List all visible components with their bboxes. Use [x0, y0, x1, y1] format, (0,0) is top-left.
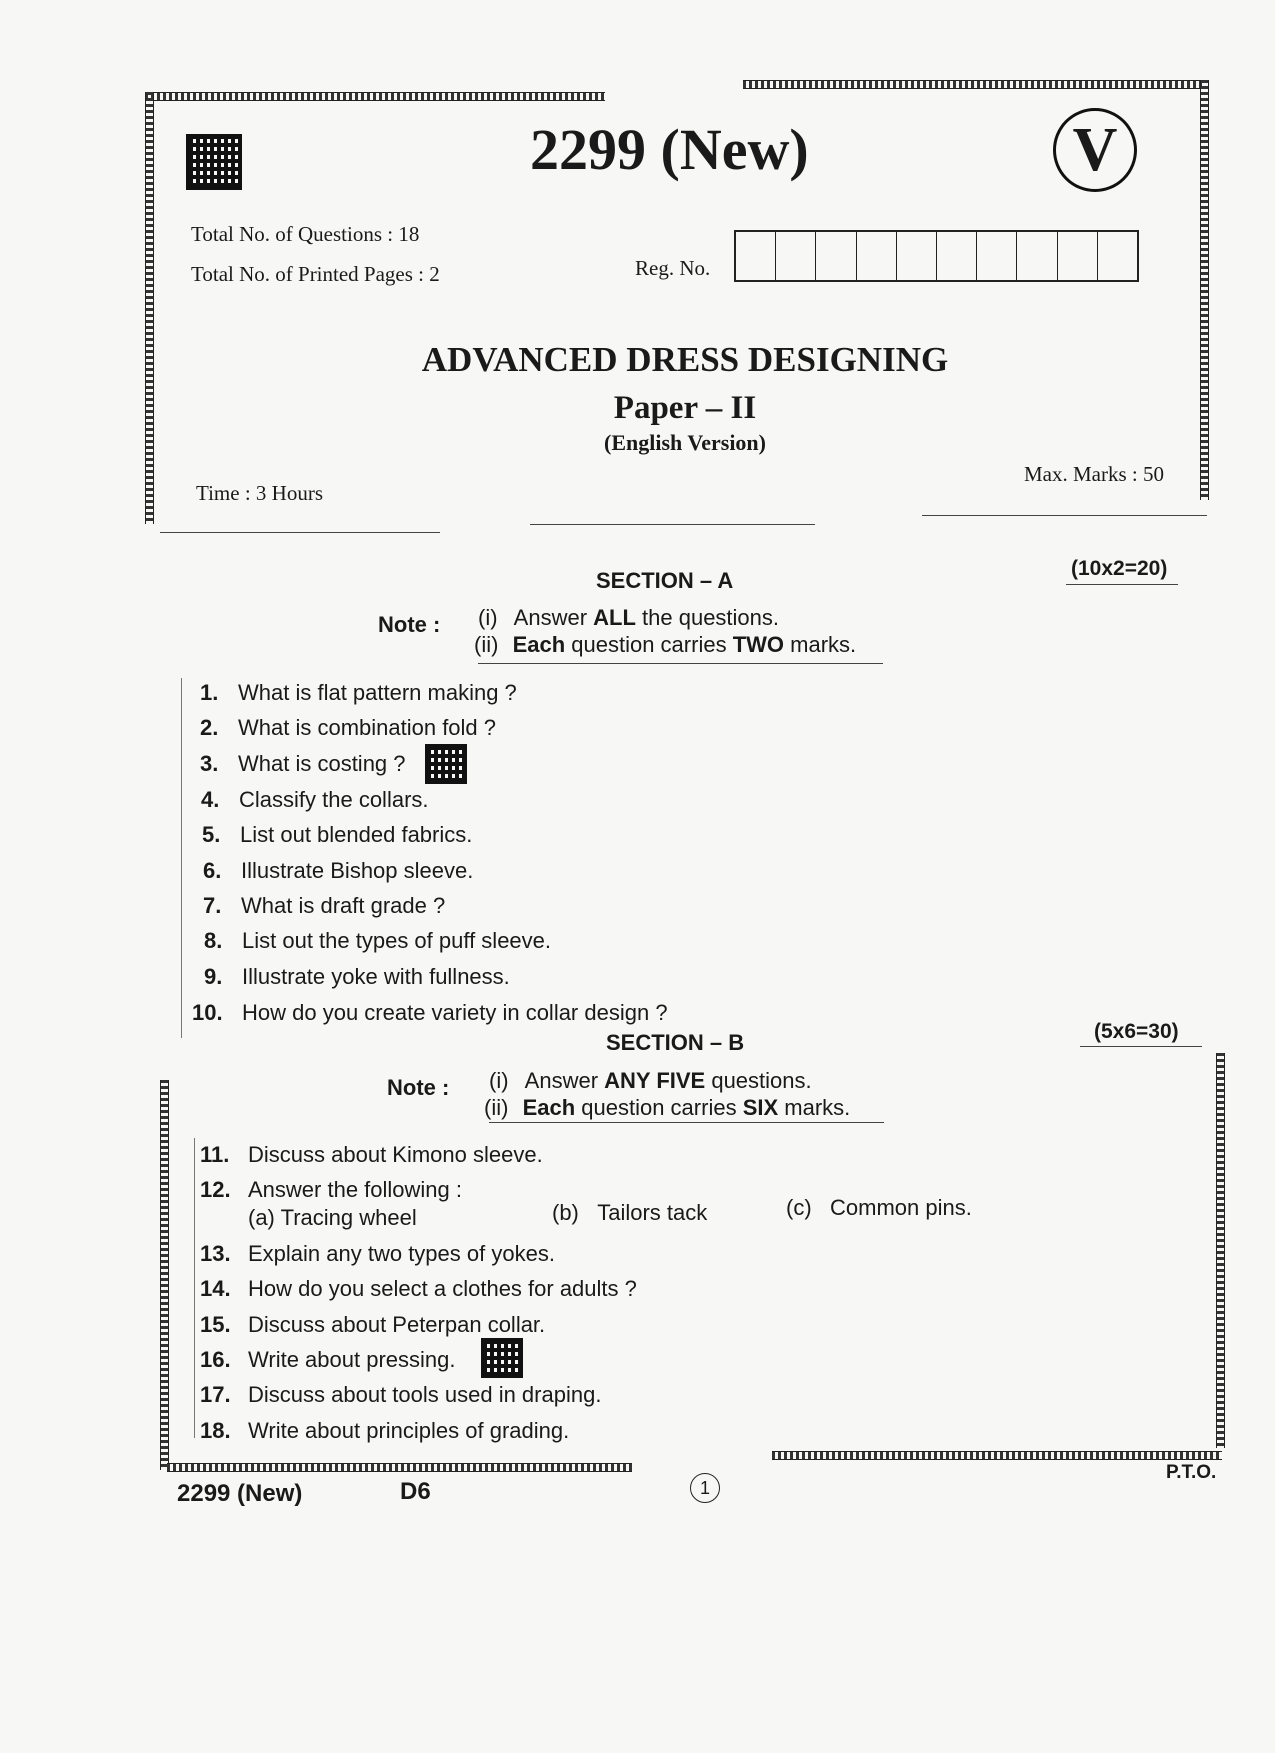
- frame-border-top-right: [743, 80, 1203, 89]
- question-text: List out the types of puff sleeve.: [242, 928, 552, 953]
- paper-number: Paper – II: [613, 390, 757, 426]
- pto-label: P.T.O.: [1166, 1462, 1217, 1483]
- question-text: Classify the collars.: [239, 787, 429, 812]
- question-item: [204, 928, 551, 954]
- qr-code-icon: [425, 744, 467, 784]
- q12-part-c: [786, 1195, 972, 1221]
- part-label: (a): [248, 1205, 275, 1230]
- reg-digit-box[interactable]: [776, 232, 816, 280]
- question-item: [201, 787, 429, 813]
- reg-no-label: Reg. No.: [635, 256, 711, 280]
- section-b-note-underline: [489, 1122, 884, 1123]
- note-num: (i): [489, 1068, 509, 1093]
- reg-no-boxes[interactable]: [734, 230, 1139, 282]
- section-a-title: SECTION – A: [596, 568, 734, 593]
- question-text: What is costing ?: [238, 751, 406, 776]
- question-item: [192, 1000, 668, 1026]
- frame-border-bottom-mid: [530, 524, 815, 525]
- question-number: 2.: [200, 715, 219, 740]
- question-number: 17.: [200, 1382, 231, 1407]
- section-a-marks-underline: [1066, 584, 1178, 585]
- question-number: 3.: [200, 751, 219, 776]
- question-number: 9.: [204, 964, 223, 989]
- question-text: Illustrate Bishop sleeve.: [241, 858, 474, 883]
- question-text: List out blended fabrics.: [240, 822, 473, 847]
- frame-border-bottom-left: [160, 532, 440, 533]
- question-number: 14.: [200, 1276, 231, 1301]
- note-bold: ANY FIVE: [604, 1068, 706, 1093]
- question-number: 10.: [192, 1000, 223, 1025]
- note-text: the questions.: [635, 605, 780, 630]
- reg-digit-box[interactable]: [937, 232, 977, 280]
- page-number-text: 1: [699, 1477, 710, 1498]
- question-item: [200, 1312, 545, 1338]
- barcode-qr-icon: [186, 134, 242, 190]
- note-bold: SIX: [742, 1095, 779, 1120]
- frame-border-top-left: [145, 92, 605, 101]
- note-bold: Each: [522, 1095, 576, 1120]
- section-a-margin-line: [181, 678, 182, 1038]
- question-number: 16.: [200, 1347, 231, 1372]
- section-b-marks: (5x6=30): [1094, 1020, 1179, 1043]
- part-text: Tracing wheel: [280, 1205, 417, 1230]
- frame-border-bottom-right: [922, 515, 1207, 516]
- question-text: Answer the following :: [248, 1177, 462, 1202]
- total-pages: Total No. of Printed Pages : 2: [191, 262, 440, 286]
- note-bold: TWO: [732, 632, 785, 657]
- exam-time: Time : 3 Hours: [196, 481, 323, 505]
- question-item: [200, 680, 517, 706]
- footer-set-code: D6: [400, 1478, 431, 1505]
- note-text: question carries: [565, 632, 733, 657]
- question-item: [200, 1276, 637, 1302]
- question-item: [200, 1347, 455, 1373]
- reg-digit-box[interactable]: [857, 232, 897, 280]
- question-text: How do you create variety in collar design ?: [242, 1000, 668, 1025]
- question-number: 4.: [201, 787, 220, 812]
- question-text: Write about principles of grading.: [248, 1418, 570, 1443]
- question-number: 15.: [200, 1312, 231, 1337]
- note-text: Answer: [513, 605, 594, 630]
- question-item: [203, 893, 445, 919]
- question-number: 13.: [200, 1241, 231, 1266]
- section-b-border-left: [160, 1080, 169, 1470]
- question-item: [200, 751, 406, 777]
- reg-digit-box[interactable]: [977, 232, 1017, 280]
- question-text: How do you select a clothes for adults ?: [248, 1276, 637, 1301]
- total-questions: Total No. of Questions : 18: [191, 222, 420, 246]
- section-b-marks-underline: [1080, 1046, 1202, 1047]
- note-num: (i): [478, 605, 498, 630]
- paper-code-title: 2299 (New): [530, 117, 809, 182]
- section-b-note-label: Note :: [387, 1075, 450, 1100]
- section-a-note-label: Note :: [378, 612, 441, 637]
- question-number: 12.: [200, 1177, 231, 1202]
- footer-paper-code: 2299 (New): [177, 1480, 303, 1507]
- frame-border-left: [145, 92, 154, 524]
- question-text: Discuss about tools used in draping.: [248, 1382, 602, 1407]
- question-text: Explain any two types of yokes.: [248, 1241, 555, 1266]
- page-number: [690, 1473, 720, 1503]
- note-text: marks.: [778, 1095, 851, 1120]
- question-number: 11.: [200, 1142, 230, 1167]
- reg-digit-box[interactable]: [897, 232, 937, 280]
- question-number: 7.: [203, 893, 222, 918]
- question-text: Discuss about Peterpan collar.: [248, 1312, 546, 1337]
- question-text: Discuss about Kimono sleeve.: [248, 1142, 543, 1167]
- question-item: [200, 1418, 569, 1444]
- note-text: Answer: [524, 1068, 605, 1093]
- question-item: [202, 822, 472, 848]
- version-badge-letter: V: [1072, 115, 1118, 184]
- note-text: question carries: [575, 1095, 743, 1120]
- language-version: (English Version): [604, 430, 766, 455]
- reg-digit-box[interactable]: [1058, 232, 1098, 280]
- question-item: [200, 1142, 543, 1168]
- section-b-margin-line: [194, 1138, 195, 1438]
- question-number: 6.: [203, 858, 222, 883]
- question-item: [200, 1382, 601, 1408]
- section-b-border-right: [1216, 1053, 1225, 1448]
- q12-part-a: [248, 1205, 417, 1231]
- note-num: (ii): [474, 632, 499, 657]
- note-text: marks.: [784, 632, 857, 657]
- qr-code-icon: [481, 1338, 523, 1378]
- section-b-note-2: [484, 1095, 850, 1121]
- section-b-border-bottom-right: [772, 1451, 1222, 1460]
- question-text: Illustrate yoke with fullness.: [242, 964, 510, 989]
- question-number: 5.: [202, 822, 221, 847]
- question-number: 8.: [204, 928, 223, 953]
- part-label: (b): [552, 1200, 579, 1225]
- note-bold: Each: [512, 632, 566, 657]
- note-text: questions.: [705, 1068, 812, 1093]
- reg-digit-box[interactable]: [816, 232, 856, 280]
- q12-part-b: [552, 1200, 707, 1226]
- section-a-note-1: [478, 605, 779, 631]
- section-a-note-2: [474, 632, 856, 658]
- question-item: [200, 1241, 555, 1267]
- question-text: Write about pressing.: [248, 1347, 456, 1372]
- part-text: Tailors tack: [597, 1200, 708, 1225]
- question-text: What is flat pattern making ?: [238, 680, 517, 705]
- question-number: 18.: [200, 1418, 231, 1443]
- question-text: What is combination fold ?: [238, 715, 497, 740]
- section-a-note-underline: [478, 663, 883, 664]
- reg-digit-box[interactable]: [1017, 232, 1057, 280]
- part-text: Common pins.: [830, 1195, 972, 1220]
- version-badge: [1053, 108, 1137, 192]
- question-item: [204, 964, 510, 990]
- section-a-marks: (10x2=20): [1071, 557, 1168, 580]
- subject-title: ADVANCED DRESS DESIGNING: [421, 340, 949, 379]
- max-marks: Max. Marks : 50: [1024, 462, 1164, 486]
- reg-digit-box[interactable]: [1098, 232, 1137, 280]
- section-b-title: SECTION – B: [606, 1030, 745, 1055]
- question-item: [203, 858, 473, 884]
- reg-digit-box[interactable]: [736, 232, 776, 280]
- part-label: (c): [786, 1195, 812, 1220]
- section-b-note-1: [489, 1068, 812, 1094]
- section-b-border-bottom-left: [167, 1463, 632, 1472]
- question-text: What is draft grade ?: [241, 893, 446, 918]
- question-item: [200, 1177, 462, 1203]
- note-bold: ALL: [593, 605, 636, 630]
- question-item: [200, 715, 496, 741]
- question-number: 1.: [200, 680, 219, 705]
- note-num: (ii): [484, 1095, 509, 1120]
